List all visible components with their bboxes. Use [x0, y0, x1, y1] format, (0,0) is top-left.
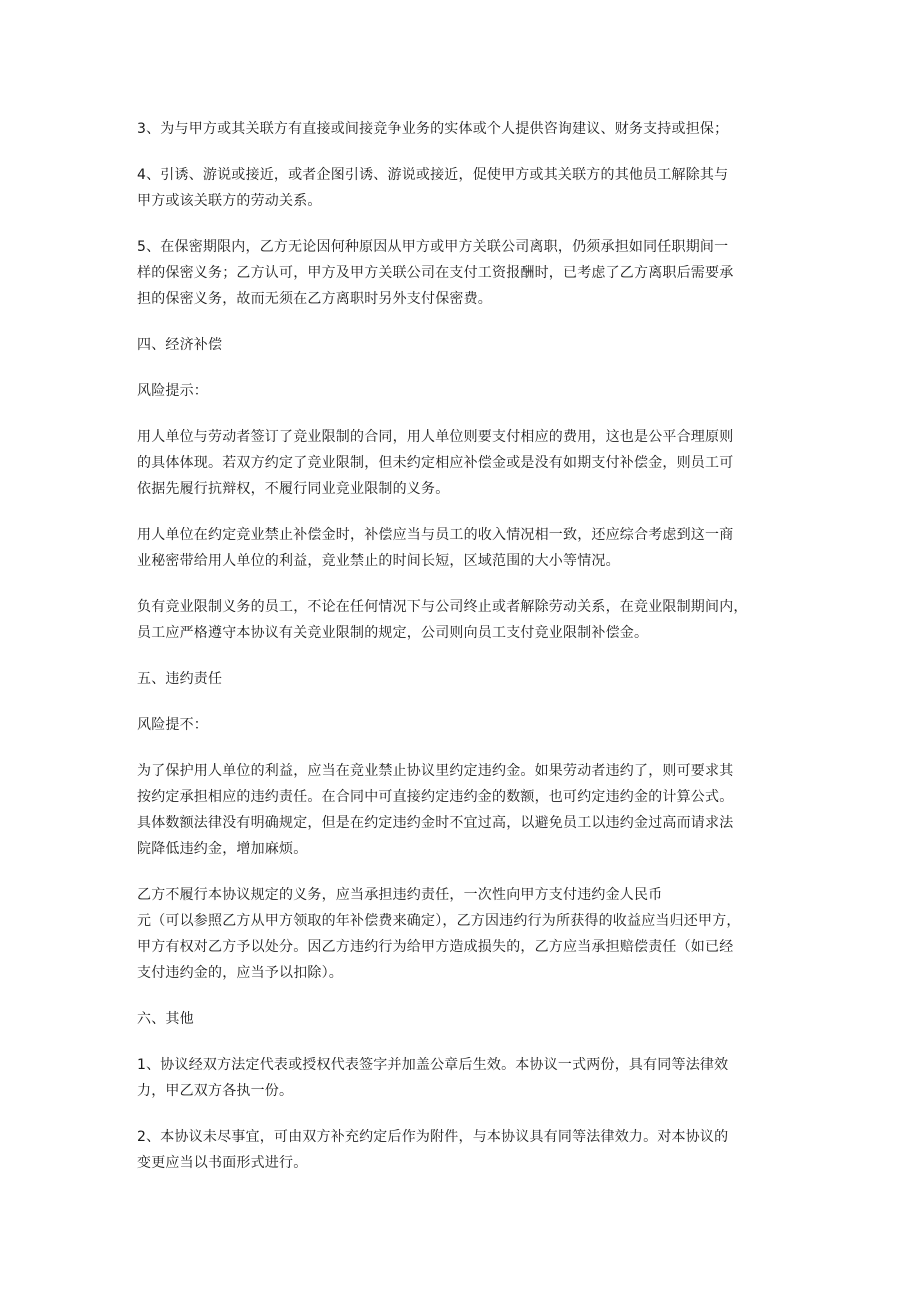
liability-paragraph-2: [137, 882, 782, 986]
text-line: 1、协议经双方法定代表或授权代表签字并加盖公章后生效。本协议一式两份，具有同等法律效: [137, 1057, 729, 1073]
liability-paragraph-1: [137, 758, 782, 862]
text-line: 2、本协议未尽事宜，可由双方补充约定后作为附件，与本协议具有同等法律效力。对本协议的: [137, 1129, 729, 1145]
compensation-paragraph-1: [137, 424, 782, 502]
text-line: 力，甲乙双方各执一份。: [137, 1083, 294, 1099]
text-line: 4、引诱、游说或接近，或者企图引诱、游说或接近，促使甲方或其关联方的其他员工解除其与: [137, 167, 729, 183]
text-line: 支付违约金的，应当予以扣除）。: [137, 965, 343, 981]
risk-hint-label-1: [137, 378, 782, 404]
other-item-1-paragraph: [137, 1052, 782, 1104]
compensation-paragraph-3: [137, 594, 782, 646]
text-line: 3、为与甲方或其关联方有直接或间接竞争业务的实体或个人提供咨询建议、财务支持或担保；: [137, 121, 729, 137]
text-line: 依据先履行抗辩权，不履行同业竞业限制的义务。: [137, 481, 450, 497]
text-line: 按约定承担相应的违约责任。在合同中可直接约定违约金的数额，也可约定违约金的计算公式。: [137, 789, 734, 805]
other-item-2-paragraph: [137, 1124, 782, 1176]
text-line: 业秘密带给用人单位的利益，竞业禁止的时间长短，区域范围的大小等情况。: [137, 553, 620, 569]
text-line: 风险提示：: [137, 383, 208, 399]
text-line: 具体数额法律没有明确规定，但是在约定违约金时不宜过高，以避免员工以违约金过高而请求法: [137, 815, 734, 831]
text-line: 员工应严格遵守本协议有关竞业限制的规定，公司则向员工支付竞业限制补偿金。: [137, 625, 649, 641]
text-line: 元（可以参照乙方从甲方领取的年补偿费来确定），乙方因违约行为所获得的收益应当归还甲方，: [137, 913, 741, 929]
section-4-heading: [137, 332, 782, 358]
section-title: 六、其他: [137, 1011, 194, 1027]
text-line: 院降低违约金，增加麻烦。: [137, 841, 308, 857]
text-line: 担的保密义务，故而无须在乙方离职时另外支付保密费。: [137, 291, 492, 307]
item-4-paragraph: [137, 162, 782, 214]
text-line: 5、在保密期限内，乙方无论因何种原因从甲方或甲方关联公司离职，仍须承担如同任职期间一: [137, 239, 729, 255]
section-title: 五、违约责任: [137, 671, 223, 687]
text-line: 负有竞业限制义务的员工，不论在任何情况下与公司终止或者解除劳动关系，在竞业限制期间内，: [137, 599, 748, 615]
text-line: 的具体体现。若双方约定了竞业限制，但未约定相应补偿金或是没有如期支付补偿金，则员工可: [137, 455, 734, 471]
text-line: 为了保护用人单位的利益，应当在竞业禁止协议里约定违约金。如果劳动者违约了，则可要求其: [137, 763, 734, 779]
item-3-paragraph: [137, 116, 782, 142]
text-line: 风险提不：: [137, 717, 208, 733]
section-6-heading: [137, 1006, 782, 1032]
compensation-paragraph-2: [137, 522, 782, 574]
document-page: [137, 116, 782, 1196]
text-line: 样的保密义务；乙方认可，甲方及甲方关联公司在支付工资报酬时，已考虑了乙方离职后需要承: [137, 265, 734, 281]
text-line: 用人单位与劳动者签订了竞业限制的合同，用人单位则要支付相应的费用，这也是公平合理原则: [137, 429, 734, 445]
section-title: 四、经济补偿: [137, 337, 223, 353]
text-line: 变更应当以书面形式进行。: [137, 1155, 308, 1171]
item-5-paragraph: [137, 234, 782, 312]
text-line: 乙方不履行本协议规定的义务，应当承担违约责任，一次性向甲方支付违约金人民币: [137, 887, 663, 903]
risk-hint-label-2: [137, 712, 782, 738]
text-line: 用人单位在约定竞业禁止补偿金时，补偿应当与员工的收入情况相一致，还应综合考虑到这一商: [137, 527, 734, 543]
text-line: 甲方或该关联方的劳动关系。: [137, 193, 322, 209]
section-5-heading: [137, 666, 782, 692]
text-line: 甲方有权对乙方予以处分。因乙方违约行为给甲方造成损失的，乙方应当承担赔偿责任（如已经: [137, 939, 734, 955]
